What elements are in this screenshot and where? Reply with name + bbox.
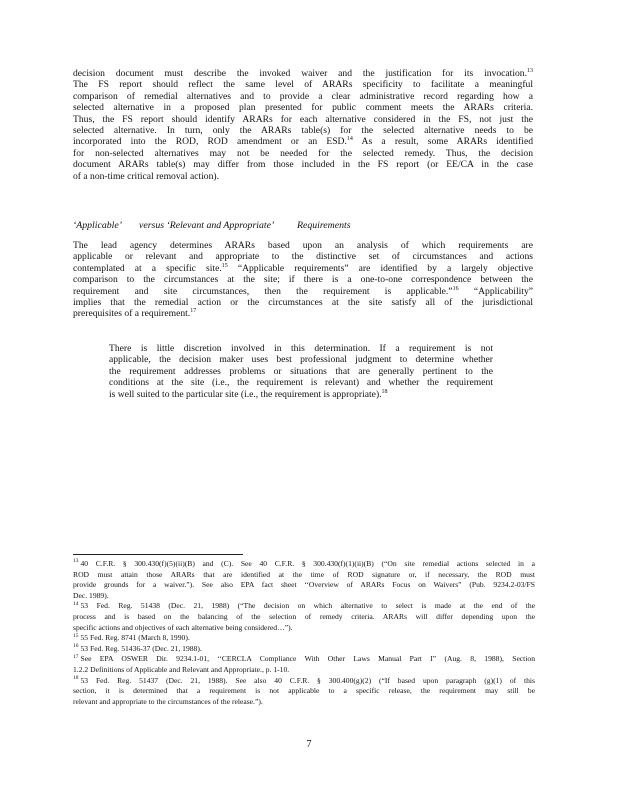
footnote-text: 53 Fed. Reg. 51438 (Dec. 21, 1988) (“The decision on which alternative to select is made at the end of the (80, 601, 535, 611)
footnote-reference: 14 (346, 136, 353, 143)
paragraph2-line (73, 308, 533, 319)
paragraph1-line-text: document ARARs table(s) may differ from those included in the FS report (or EE/CA in the case (73, 159, 533, 171)
footnote-line (73, 676, 535, 687)
paragraph1-line (73, 114, 533, 125)
paragraph2-line (73, 286, 533, 297)
quote-line (109, 366, 493, 377)
paragraph2-line-text: implies that the remedial action or the circumstances at the site satisfy all of the jurisdictional (73, 297, 533, 309)
paragraph2-line (73, 263, 533, 274)
quote-line-text: conditions at the site (i.e., the requirement is relevant) and whether the requirement (109, 377, 493, 389)
footnote-text: 55 Fed. Reg. 8741 (March 8, 1990). (80, 633, 190, 643)
paragraph2-line-text: comparison to the circumstances at the site; if there is a one-to-one correspondence between the (73, 274, 533, 286)
heading-relevant-appropriate: versus ‘Relevant and Appropriate’ (139, 220, 275, 231)
quote-line-text: the requirement addresses problems or situations that are generally pertinent to the (109, 365, 493, 377)
footnote-text: See EPA OSWER Dir. 9234.1-01, ‘‘CERCLA Compliance With Other Laws Manual Part I” (Aug. 8, 1988), Section (80, 654, 535, 664)
footnote-reference: 16 (452, 285, 459, 292)
paragraph1-line-text: selected alternative in a proposed plan presented for public comment meets the ARARs criteria. (73, 102, 533, 114)
quote-line (109, 354, 493, 365)
footnote-text: 53 Fed. Reg. 51436-37 (Dec. 21, 1988). (80, 643, 202, 653)
footnote-line (73, 665, 535, 676)
footnote-line (73, 686, 535, 697)
footnote-line (73, 580, 535, 591)
paragraph2-line-text: “Applicable requirements” are identified by a largely objective (227, 262, 533, 274)
footnote-line (73, 697, 535, 708)
footnote-number: 15 (73, 632, 79, 639)
quote-line-text: There is little discretion involved in this determination. If a requirement is not (109, 343, 493, 354)
footnote-divider (73, 554, 243, 555)
footnote-15 (73, 633, 535, 644)
paragraph1-line-text: As a result, some ARARs identified (352, 136, 534, 148)
footnote-reference: 17 (190, 308, 197, 315)
footnote-text: process and is based on the balancing of the selection of remedy criteria. ARARs will differ depending upon the (73, 611, 535, 621)
footnote-line (73, 591, 535, 602)
paragraph1-line (73, 171, 533, 182)
footnote-line (73, 601, 535, 612)
footnote-text: 53 Fed. Reg. 51437 (Dec. 21, 1988). See also 40 C.F.R. § 300.400(g)(2) (“If based upon paragraph (g)(1) of this (80, 675, 535, 685)
page-number: 7 (306, 739, 312, 750)
paragraph1-line-text: incorporated into the ROD, ROD amendment or an ESD. (73, 136, 347, 148)
footnote-number: 17 (73, 653, 79, 660)
paragraph1-line-text: of a non-time critical removal action). (73, 170, 219, 182)
paragraph1-line-text: The FS report should reflect the same level of ARARs specificity to facilitate a meaningful (73, 79, 533, 91)
paragraph2-line (73, 274, 533, 285)
footnote-reference: 18 (381, 388, 388, 395)
quote-line-text: is well suited to the particular site (i.e., the requirement is appropriate). (109, 388, 382, 400)
footnote-line (73, 570, 535, 581)
paragraph-arars-specificity (73, 68, 533, 182)
paragraph1-line-text: for non-selected alternatives may not be needed for the selected remedy. Thus, the decision (73, 147, 533, 159)
footnote-text: relevant and appropriate to the circumstances of the release.”). (73, 696, 263, 706)
footnote-16 (73, 644, 535, 655)
quote-line (109, 343, 493, 354)
footnote-13 (73, 559, 535, 601)
paragraph1-line (73, 102, 533, 113)
quote-line (109, 389, 493, 400)
heading-requirements: Requirements (297, 220, 351, 231)
footnote-line (73, 644, 535, 655)
paragraph2-line-text: prerequisites of a requirement. (73, 308, 191, 320)
section-heading (73, 220, 351, 231)
footnote-reference: 15 (221, 262, 228, 269)
paragraph1-line-text: comparison of remedial alternatives and to provide a clear administrative record regarding how a (73, 90, 533, 102)
paragraph1-line (73, 148, 533, 159)
footnote-number: 13 (73, 558, 79, 565)
footnote-number: 16 (73, 643, 79, 650)
block-quote (109, 343, 493, 400)
footnote-text: ROD must attain those ARARs that are identified at the time of ROD signature or, if necessary, the ROD must (73, 569, 535, 579)
footnote-text: 1.2.2 Definitions of Applicable and Relevant and Appropriate., p. 1-10. (73, 664, 290, 674)
paragraph2-line-text: contemplated at a specific site. (73, 262, 222, 274)
paragraph2-line (73, 251, 533, 262)
footnote-text: Dec. 1989). (73, 590, 109, 600)
footnote-text: provide grounds for a waiver.”). See also EPA fact sheet ‘‘Overview of ARARs Focus on Waivers” (Pub. 9234.2-03/FS (73, 580, 535, 590)
paragraph1-line (73, 79, 533, 90)
paragraph2-line-text: requirement and site circumstances, then the requirement is applicable.” (73, 285, 453, 297)
footnote-reference: 13 (527, 67, 533, 74)
paragraph1-line (73, 159, 533, 170)
footnote-18 (73, 676, 535, 708)
footnote-17 (73, 654, 535, 675)
paragraph2-line-text: The lead agency determines ARARs based upon an analysis of which requirements are (73, 240, 533, 251)
quote-line-text: applicable, the decision maker uses best professional judgment to determine whether (109, 354, 493, 366)
footnote-text: 40 C.F.R. § 300.430(f)(5)(ii)(B) and (C). See 40 C.F.R. § 300.430(f)(1)(ii)(B) (“On site remedial actions selected in a (80, 559, 535, 568)
quote-line (109, 377, 493, 388)
footnotes (73, 559, 535, 707)
footnote-line (73, 559, 535, 570)
paragraph2-line (73, 240, 533, 251)
footnote-line (73, 623, 535, 634)
heading-applicable: ‘Applicable’ (73, 220, 122, 231)
paragraph1-line (73, 136, 533, 147)
paragraph2-line (73, 297, 533, 308)
paragraph1-line-text: selected alternative. In turn, only the ARARs table(s) for the selected alternative needs to be (73, 125, 533, 137)
paragraph2-line-text: “Applicability” (458, 285, 533, 297)
footnote-line (73, 612, 535, 623)
footnote-line (73, 654, 535, 665)
paragraph2-line-text: applicable or relevant and appropriate to the distinctive set of circumstances and actions (73, 251, 533, 263)
footnote-number: 14 (73, 600, 79, 607)
footnote-14 (73, 601, 535, 633)
paragraph1-line (73, 91, 533, 102)
paragraph1-line (73, 125, 533, 136)
paragraph-lead-agency (73, 240, 533, 320)
footnote-number: 18 (73, 675, 79, 681)
footnote-text: section, it is determined that a requirement is not applicable to a specific release, the requirement may still be (73, 686, 535, 696)
paragraph1-line-text: decision document must describe the invoked waiver and the justification for its invocation. (73, 68, 527, 79)
paragraph1-line (73, 68, 533, 79)
footnote-line (73, 633, 535, 644)
footnote-text: specific actions and objectives of each alternative being considered…”). (73, 622, 293, 632)
paragraph1-line-text: Thus, the FS report should identify ARARs for each alternative considered in the FS, not just the (73, 113, 533, 125)
